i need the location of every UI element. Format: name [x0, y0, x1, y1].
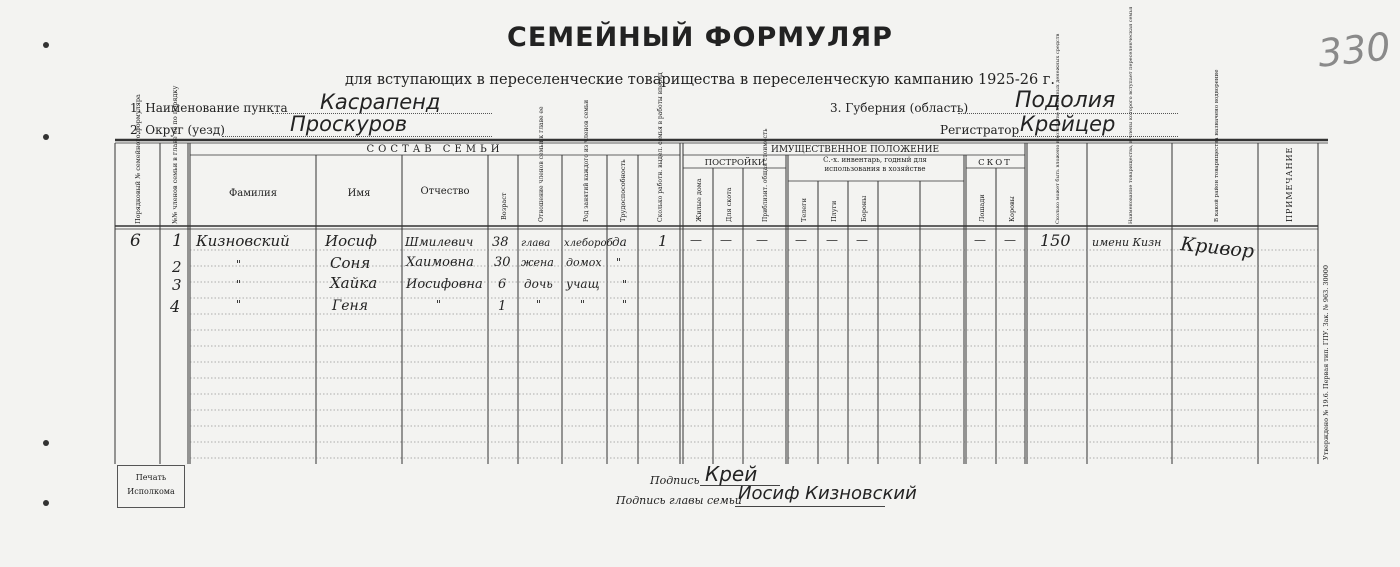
- stamp-text-line-1: Печать: [135, 473, 167, 482]
- col-funds: Сколько может быть вложено в хозяйство наличных денежных средств: [1055, 33, 1061, 224]
- cell-cows: —: [1004, 233, 1016, 247]
- cell-surname: ": [236, 278, 242, 291]
- col-cattle-sheds: Для скота: [725, 187, 733, 222]
- registrar-value: Крейцер: [1020, 112, 1116, 136]
- cell-ability: ": [622, 278, 628, 291]
- province-label: 3. Губерния (область): [830, 101, 969, 115]
- col-value: Приблизит. общая стоимость: [762, 128, 769, 222]
- cell-workers: 1: [658, 232, 668, 250]
- registrar-label: Регистратор: [940, 123, 1020, 137]
- head-signature-line: [735, 506, 885, 507]
- cell-surname: Кизновский: [196, 232, 290, 250]
- col-surname: Фамилия: [228, 188, 278, 199]
- page-number: 330: [1315, 24, 1393, 76]
- col-cows: Коровы: [1008, 196, 1016, 222]
- cell-patronymic: ": [436, 298, 442, 311]
- inventory-header: С.-х. инвентарь, годный для использования в хозяйстве: [823, 156, 927, 173]
- cell-name: Соня: [330, 254, 371, 272]
- cell-cattle-sheds: —: [720, 233, 732, 247]
- head-signature-label: Подпись главы семьи: [616, 494, 742, 507]
- head-signature-value: Иосиф Кизновский: [738, 483, 917, 504]
- cell-member-no: 1: [172, 231, 183, 251]
- col-patronymic: Отчество: [420, 186, 470, 197]
- cell-harrows: —: [856, 233, 868, 247]
- cell-patronymic: Хаимовна: [406, 255, 474, 270]
- settlement-label: 1. Наименование пункта: [130, 101, 288, 115]
- cell-name: Хайка: [330, 274, 378, 292]
- cell-name: Иосиф: [325, 232, 377, 250]
- province-value: Подолия: [1015, 88, 1116, 113]
- cell-ploughs: —: [826, 233, 838, 247]
- property-group-header: ИМУЩЕСТВЕННОЕ ПОЛОЖЕНИЕ: [770, 145, 940, 155]
- cell-surname: ": [236, 298, 242, 311]
- signature-label: Подпись: [650, 474, 700, 487]
- cell-funds: 150: [1040, 231, 1071, 250]
- family-group-header: СОСТАВ СЕМЬИ: [366, 144, 504, 155]
- livestock-header: СКОТ: [978, 158, 1012, 168]
- cell-ability: ": [622, 298, 628, 311]
- buildings-header: ПОСТРОЙКИ: [704, 158, 766, 168]
- cell-age: 6: [498, 277, 507, 292]
- cell-ability: ": [616, 256, 622, 269]
- cell-relation: дочь: [524, 277, 553, 291]
- cell-name: Геня: [332, 298, 369, 314]
- cell-carts: —: [795, 233, 807, 247]
- cell-occupation: ": [580, 298, 586, 311]
- cell-houses: —: [690, 233, 702, 247]
- cell-relation: жена: [521, 256, 554, 269]
- stamp-text-line-2: Исполкома: [127, 487, 175, 496]
- col-horses: Лошади: [978, 194, 986, 222]
- col-houses: Жилые дома: [695, 178, 703, 222]
- col-name: Имя: [347, 188, 371, 199]
- page-title: СЕМЕЙНЫЙ ФОРМУЛЯР: [507, 22, 893, 53]
- side-print-info: Утверждено № 19.6. Первая тип. ГПУ. Зак. № 963. 30000: [1322, 264, 1330, 460]
- district-label: 2. Округ (уезд): [130, 123, 225, 137]
- col-partnership: Наименование товарищества, в члены которого вступает переселенческая семья: [1128, 6, 1134, 224]
- cell-patronymic: Шмилевич: [405, 235, 474, 249]
- col-ability: Трудоспособность: [619, 159, 627, 222]
- cell-age: 30: [494, 255, 511, 270]
- cell-partnership: имени Кизн: [1092, 236, 1162, 249]
- cell-occupation: хлебороб: [564, 238, 613, 249]
- col-ploughs: Плуги: [830, 200, 838, 222]
- cell-member-no: 3: [172, 276, 182, 294]
- cell-ability: да: [612, 235, 627, 249]
- settlement-value: Касрапенд: [320, 90, 441, 114]
- cell-horses: —: [974, 233, 986, 247]
- cell-occupation: учащ: [566, 277, 600, 291]
- official-stamp-box: [117, 465, 185, 508]
- col-workers: Сколько работн. выдел. семья в работы вперед: [657, 72, 664, 222]
- col-form-no: Порядковый № семейного формуляра: [134, 94, 142, 224]
- cell-relation: ": [536, 298, 542, 311]
- district-value: Проскуров: [290, 112, 408, 136]
- cell-member-no: 4: [170, 297, 181, 316]
- cell-age: 38: [492, 235, 509, 250]
- col-relation: Отношение членов семьи к главе ее: [538, 106, 545, 222]
- cell-member-no: 2: [172, 258, 182, 276]
- cell-occupation: домох: [566, 256, 602, 269]
- cell-patronymic: Иосифовна: [406, 277, 483, 292]
- col-harrows: Бороны: [860, 195, 868, 222]
- inventory-header-wrap: [800, 156, 950, 180]
- col-member-no: №№ членов семьи в главе ее по порядку: [171, 85, 179, 224]
- cell-surname: ": [236, 258, 242, 271]
- cell-age: 1: [498, 299, 507, 314]
- col-notes: ПРИМЕЧАНИЕ: [1285, 146, 1294, 222]
- col-region: В какой район товарищества назначено водворение: [1214, 69, 1220, 222]
- signature-value: Крей: [705, 462, 758, 486]
- col-age: Возраст: [500, 192, 508, 220]
- page-subtitle: для вступающих в переселенческие товарищества в переселенческую кампанию 1925-26 г.: [344, 72, 1056, 88]
- col-occupation: Род занятий каждого из членов семьи: [583, 99, 590, 222]
- col-carts: Телеги: [800, 198, 808, 222]
- cell-value: —: [756, 233, 768, 247]
- cell-relation: глава: [521, 238, 551, 249]
- cell-form-no: 6: [130, 231, 141, 251]
- cell-region: Кривор: [1179, 233, 1256, 263]
